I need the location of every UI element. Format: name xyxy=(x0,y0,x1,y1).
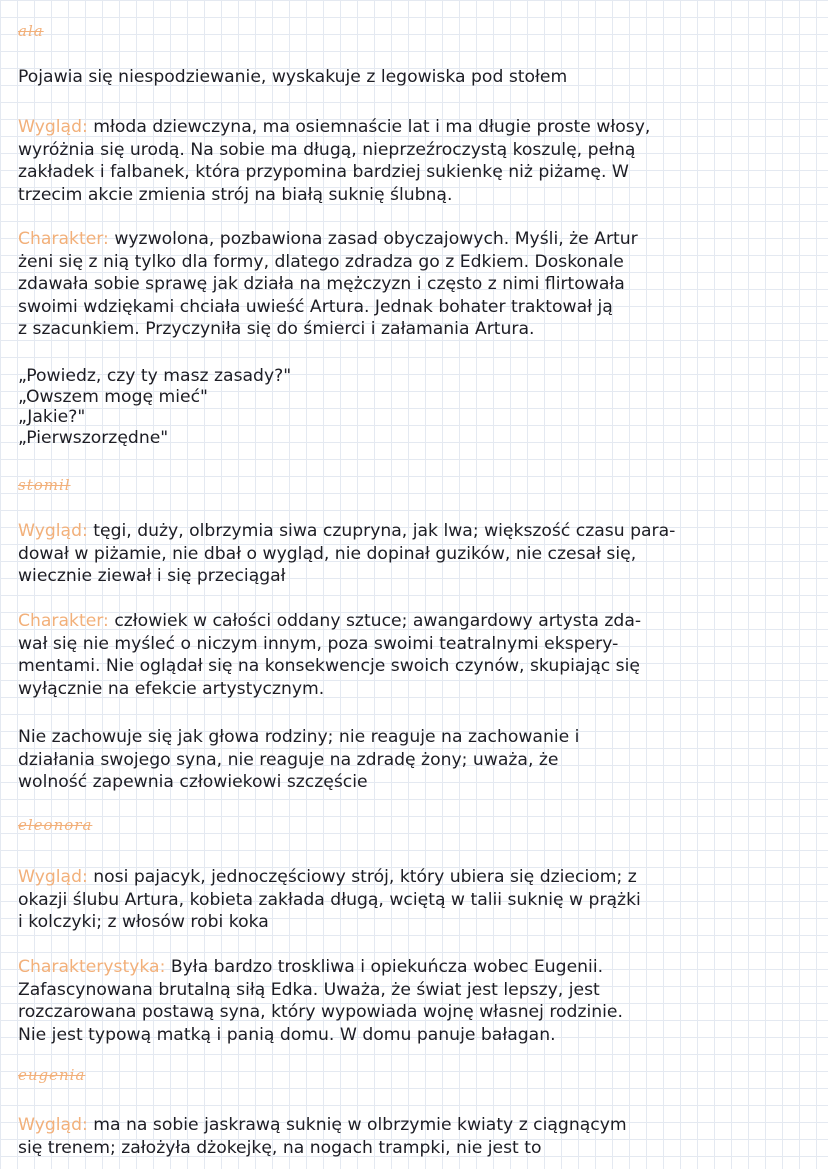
eugenia-appearance xyxy=(18,1114,818,1159)
eleonora-character xyxy=(18,956,818,1046)
ala-character-line: żeni się z nią tylko dla formy, dlatego zdradza go z Edkiem. Doskonale xyxy=(18,251,624,272)
label-appearance: Wygląd: xyxy=(18,1115,88,1135)
stomil-character-line: mentami. Nie oglądał się na konsekwencje swoich czynów, skupiając się xyxy=(18,656,640,676)
heading-eleonora: eleonora xyxy=(18,816,93,834)
stomil-note-line: wolność zapewnia człowiekowi szczęście xyxy=(18,772,368,792)
ala-character-line: z szacunkiem. Przyczyniła się do śmierci i załamania Artura. xyxy=(18,319,535,339)
ala-character-line: swoimi wdziękami chciała uwieść Artura. Jednak bohater traktował ją xyxy=(18,296,613,317)
eugenia-appearance-line: się trenem; założyła dżokejkę, na nogach trampki, nie jest to xyxy=(18,1137,542,1158)
label-appearance: Wygląd: xyxy=(18,521,88,541)
stomil-character xyxy=(18,610,818,700)
label-characteristics: Charakterystyka: xyxy=(18,957,166,977)
label-character: Charakter: xyxy=(18,611,109,631)
eleonora-character-line: rozczarowana postawą syna, który wypowiada wojnę własnej rodzinie. xyxy=(18,1002,623,1022)
ala-character-line: wyzwolona, pozbawiona zasad obyczajowych. Myśli, że Artur xyxy=(114,229,638,249)
eleonora-character-line: Nie jest typową matką i panią domu. W domu panuje bałagan. xyxy=(18,1024,556,1045)
ala-appearance-line: trzecim akcie zmienia strój na białą suknię ślubną. xyxy=(18,184,453,205)
ala-appearance-line: wyróżnia się urodą. Na sobie ma długą, nieprzeźroczystą koszulę, pełną xyxy=(18,139,636,160)
stomil-character-line: wał się nie myśleć o niczym innym, poza swoimi teatralnymi ekspery- xyxy=(18,633,619,654)
eleonora-appearance-line: i kolczyki; z włosów robi koka xyxy=(18,912,269,932)
quote: „Pierwszorzędne" xyxy=(18,427,169,448)
heading-stomil: stomil xyxy=(18,476,71,494)
eugenia-appearance-line: ma na sobie jaskrawą suknię w olbrzymie kwiaty z ciągnącym xyxy=(93,1115,627,1135)
ala-character xyxy=(18,228,818,341)
label-appearance: Wygląd: xyxy=(18,117,88,137)
ala-intro-text: Pojawia się niespodziewanie, wyskakuje z legowiska pod stołem xyxy=(18,67,568,87)
label-appearance: Wygląd: xyxy=(18,867,88,887)
stomil-character-line: wyłącznie na efekcie artystycznym. xyxy=(18,678,325,699)
quote: „Jakie?" xyxy=(18,407,86,427)
heading-eugenia: eugenia xyxy=(18,1066,86,1084)
stomil-appearance-line: wiecznie ziewał i się przeciągał xyxy=(18,566,286,586)
stomil-appearance-line: tęgi, duży, olbrzymia siwa czupryna, jak lwa; większość czasu para- xyxy=(93,521,676,541)
eleonora-character-line: Była bardzo troskliwa i opiekuńcza wobec Eugenii. xyxy=(170,957,604,977)
stomil-note-line: działania swojego syna, nie reaguje na zdradę żony; uważa, że xyxy=(18,749,559,770)
ala-appearance xyxy=(18,116,818,206)
ala-appearance-line: zakładek i falbanek, która przypomina bardziej sukienkę niż piżamę. W xyxy=(18,162,629,182)
eleonora-appearance xyxy=(18,866,818,934)
eleonora-appearance-line: okazji ślubu Artura, kobieta zakłada długą, wciętą w talii suknię w prążki xyxy=(18,889,641,910)
eleonora-appearance-line: nosi pajacyk, jednoczęściowy strój, który ubiera się dzieciom; z xyxy=(93,867,637,887)
stomil-character-line: człowiek w całości oddany sztuce; awangardowy artysta zda- xyxy=(114,611,642,631)
eleonora-character-line: Zafascynowana brutalną siłą Edka. Uważa, że świat jest lepszy, jest xyxy=(18,979,600,1000)
ala-intro xyxy=(18,66,818,89)
stomil-note xyxy=(18,726,818,794)
ala-appearance-line: młoda dziewczyna, ma osiemnaście lat i ma długie proste włosy, xyxy=(93,117,651,137)
ala-quotes xyxy=(18,366,818,448)
stomil-appearance-line: dował w piżamie, nie dbał o wygląd, nie dopinał guzików, nie czesał się, xyxy=(18,543,637,564)
stomil-note-line: Nie zachowuje się jak głowa rodziny; nie reaguje na zachowanie i xyxy=(18,727,580,747)
label-character: Charakter: xyxy=(18,229,109,249)
stomil-appearance xyxy=(18,520,818,588)
ala-character-line: zdawała sobie sprawę jak działa na mężczyzn i często z nimi flirtowała xyxy=(18,274,625,294)
heading-ala: ala xyxy=(18,22,44,40)
quote: „Owszem mogę mieć" xyxy=(18,386,208,407)
quote: „Powiedz, czy ty masz zasady?" xyxy=(18,366,292,386)
